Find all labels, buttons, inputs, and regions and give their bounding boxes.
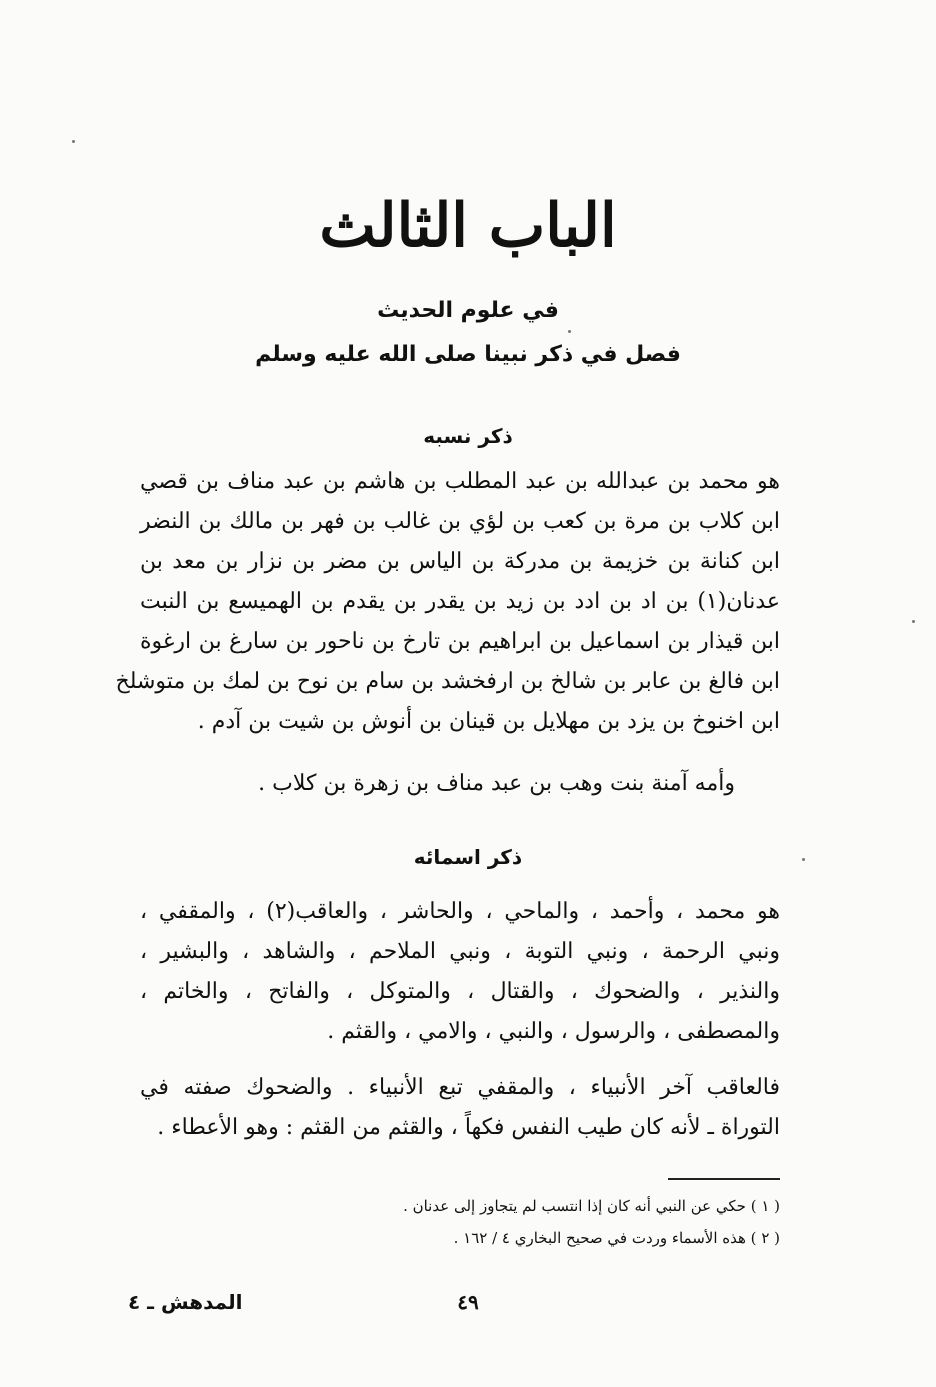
text-line: ابن كنانة بن خزيمة بن مدركة بن الياس بن مضر بن نزار بن معد بن (140, 549, 780, 574)
lineage-heading: ذكر نسبه (423, 424, 513, 448)
lineage-paragraph (115, 462, 780, 742)
scan-speck (72, 140, 75, 143)
names-heading: ذكر اسمائه (413, 845, 523, 869)
text-line: ابن فالغ بن عابر بن شالخ بن ارفخشد بن سام بن نوح بن لمك بن متوشلخ (115, 669, 780, 694)
text-line: ابن اخنوخ بن يزد بن مهلايل بن قينان بن أنوش بن شيت بن آدم . (197, 709, 780, 734)
text-line: ابن كلاب بن مرة بن كعب بن لؤي بن غالب بن فهر بن مالك بن النضر (140, 509, 780, 534)
text-line: ابن قيذار بن اسماعيل بن ابراهيم بن تارخ بن ناحور بن سارغ بن ارغوة (140, 629, 780, 654)
scan-speck (568, 330, 571, 333)
text-line: التوراة ـ لأنه كان طيب النفس فكهاً ، والقثم من القثم : وهو الأعطاء . (157, 1115, 780, 1140)
names-paragraph (140, 892, 780, 1052)
subtitle: في علوم الحديث (377, 298, 559, 323)
footnotes (300, 1190, 780, 1254)
text-line: وأمه آمنة بنت وهب بن عبد مناف بن زهرة بن كلاب . (258, 771, 735, 796)
text-line: عدنان(١) بن اد بن ادد بن زيد بن يقدر بن يقدم بن الهميسع بن النبت (140, 589, 780, 614)
section-title: فصل في ذكر نبينا صلى الله عليه وسلم (255, 342, 681, 367)
volume-signature: المدهش ـ ٤ (128, 1290, 243, 1314)
text-line: ونبي الرحمة ، ونبي التوبة ، ونبي الملاحم ، والشاهد ، والبشير ، (140, 939, 780, 964)
names-meaning-paragraph (140, 1068, 780, 1148)
text-line: هو محمد ، وأحمد ، والماحي ، والحاشر ، والعاقب(٢) ، والمقفي ، (140, 899, 780, 924)
text-line: والنذير ، والضحوك ، والقتال ، والمتوكل ، والفاتح ، والخاتم ، (140, 979, 780, 1004)
text-line: هو محمد بن عبدالله بن عبد المطلب بن هاشم بن عبد مناف بن قصي (140, 469, 780, 494)
chapter-title: الباب الثالث (319, 191, 617, 261)
page-number: ٤٩ (457, 1290, 479, 1314)
text-line: والمصطفى ، والرسول ، والنبي ، والامي ، والقثم . (327, 1019, 780, 1044)
mother-paragraph (140, 764, 780, 804)
footnote-divider (668, 1178, 780, 1180)
footnote: ( ٢ ) هذه الأسماء وردت في صحيح البخاري ٤ / ١٦٢ . (453, 1229, 780, 1247)
footnote: ( ١ ) حكي عن النبي أنه كان إذا انتسب لم يتجاوز إلى عدنان . (403, 1197, 780, 1215)
scan-speck (802, 858, 805, 861)
scan-speck (912, 620, 915, 623)
text-line: فالعاقب آخر الأنبياء ، والمقفي تبع الأنبياء . والضحوك صفته في (140, 1075, 780, 1100)
